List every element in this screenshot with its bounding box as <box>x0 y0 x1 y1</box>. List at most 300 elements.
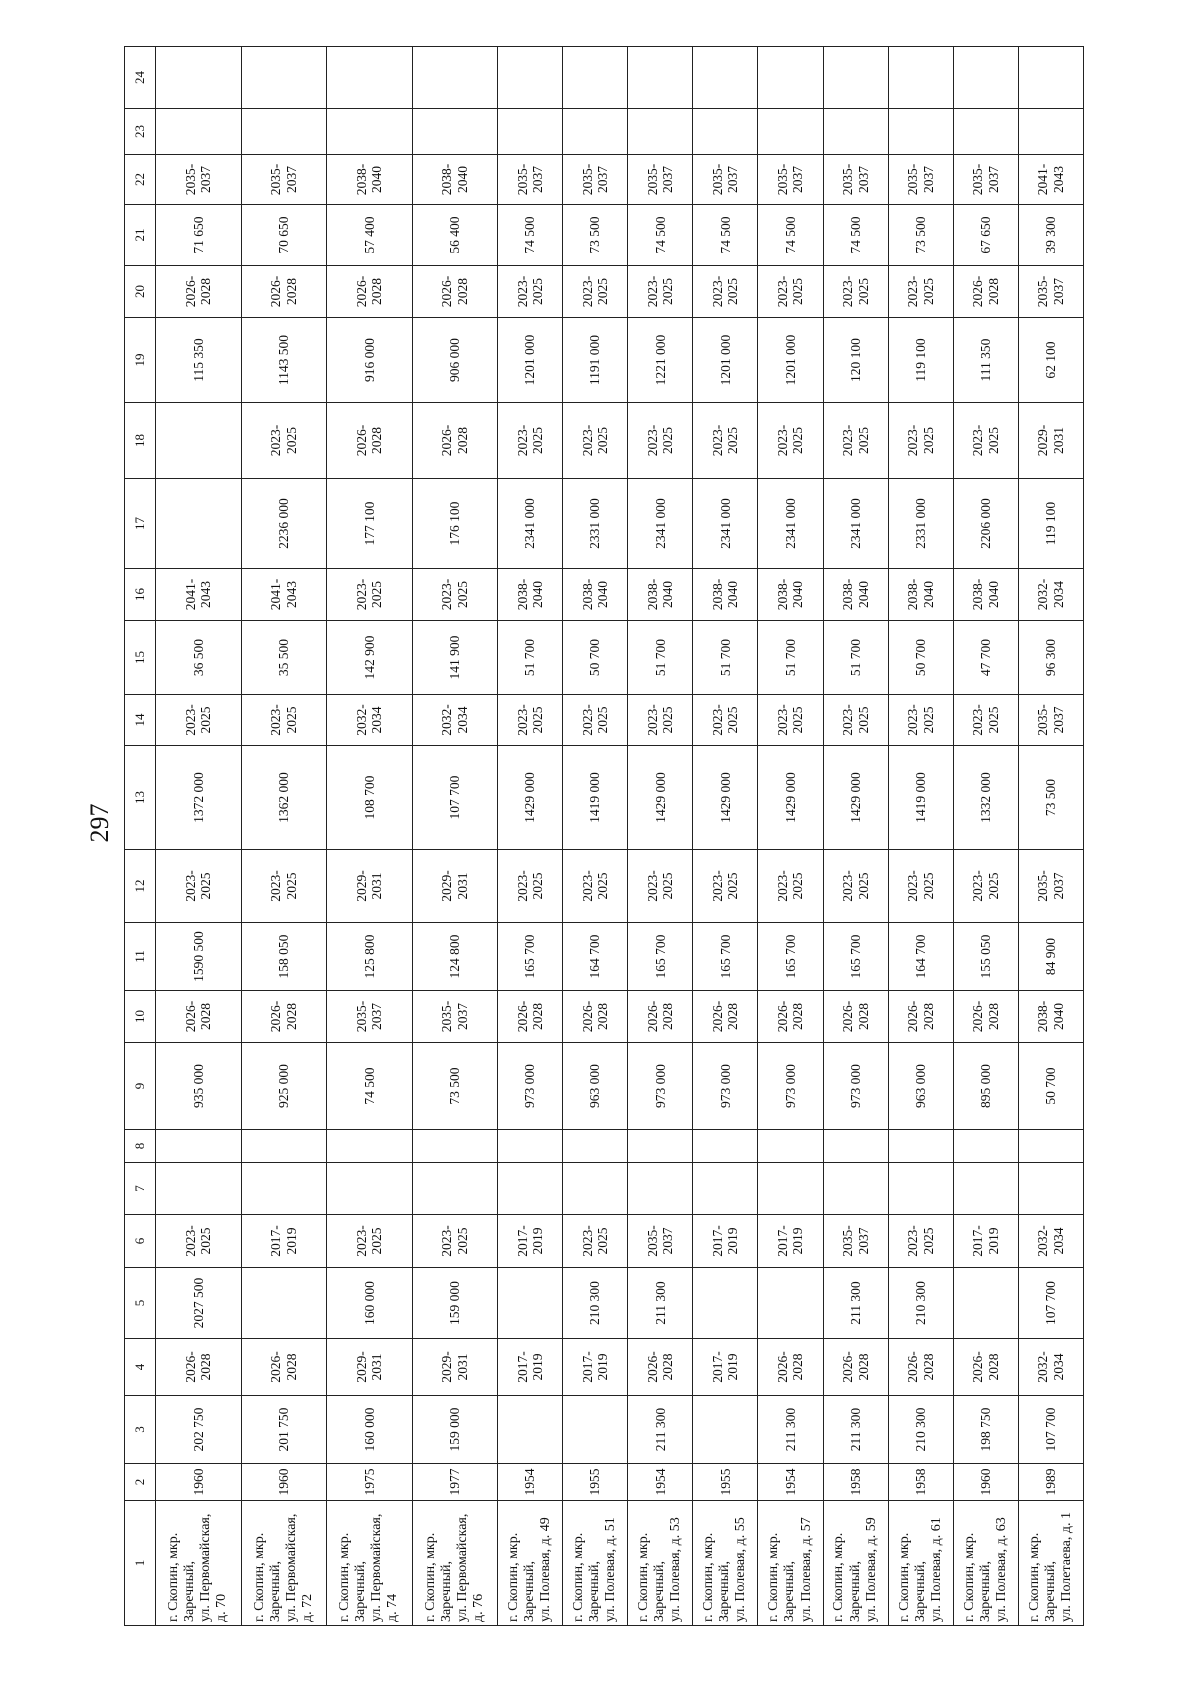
cell-c14 <box>758 695 823 746</box>
cell-c3 <box>563 1396 628 1464</box>
cell-line: г. Скопин, мкр. Заречный, <box>766 1532 798 1622</box>
cell-line: 2028 <box>920 1353 936 1381</box>
cell-c4 <box>823 1339 888 1396</box>
cell-c24 <box>498 47 563 109</box>
cell-line: 2025 <box>595 278 611 305</box>
cell-line: 2026- <box>970 275 986 308</box>
cell-line: 2025 <box>790 706 806 734</box>
cell-c13: 1429 000 <box>758 746 823 850</box>
cell-line: 2025 <box>855 872 871 900</box>
cell-c23 <box>1018 109 1083 155</box>
cell-line: г. Скопин, мкр. Заречный, <box>961 1532 993 1622</box>
cell-line: 2019 <box>530 1227 546 1255</box>
cell-line: г. Скопин, мкр. Заречный, <box>636 1532 668 1622</box>
table-row <box>953 47 1018 1626</box>
cell-c5: 211 300 <box>628 1268 693 1339</box>
cell-line: 2025 <box>790 872 806 900</box>
cell-c19: 1201 000 <box>498 318 563 403</box>
cell-year: 1975 <box>327 1464 413 1501</box>
cell-c23 <box>563 109 628 155</box>
cell-line: 2035- <box>840 1225 856 1257</box>
cell-c14 <box>563 695 628 746</box>
table-body <box>156 47 1084 1626</box>
cell-line: 2023- <box>182 870 198 902</box>
cell-c4 <box>888 1339 953 1396</box>
cell-line: 2026- <box>644 1000 660 1033</box>
cell-c14 <box>628 695 693 746</box>
column-number-16: 16 <box>125 569 156 621</box>
cell-c14 <box>156 695 242 746</box>
cell-line: 2035- <box>182 163 198 196</box>
cell-line: 2025 <box>985 872 1001 900</box>
cell-line: 2037 <box>1050 872 1066 900</box>
cell-c15: 96 300 <box>1018 621 1083 695</box>
cell-c12 <box>1018 850 1083 923</box>
cell-c18 <box>241 403 327 479</box>
cell-line: 2025 <box>725 706 741 734</box>
cell-line: 2023- <box>579 424 595 457</box>
cell-c6 <box>563 1215 628 1268</box>
cell-line: 2040 <box>790 581 806 608</box>
cell-line: 2037 <box>1050 278 1066 305</box>
cell-c5: 211 300 <box>823 1268 888 1339</box>
cell-c7 <box>498 1163 563 1215</box>
cell-c9: 74 500 <box>327 1043 413 1130</box>
cell-line: 2019 <box>725 1227 741 1255</box>
cell-c11: 165 700 <box>498 923 563 991</box>
cell-line: 2023- <box>709 704 725 736</box>
cell-c10 <box>1018 991 1083 1043</box>
cell-c24 <box>758 47 823 109</box>
cell-address <box>412 1501 498 1626</box>
cell-line: 2023- <box>709 424 725 457</box>
cell-c10 <box>241 991 327 1043</box>
cell-c24 <box>156 47 242 109</box>
cell-c17: 2236 000 <box>241 479 327 569</box>
cell-line: 2043 <box>283 581 299 608</box>
column-number-4: 4 <box>125 1339 156 1396</box>
cell-c13: 1419 000 <box>563 746 628 850</box>
cell-line: 2025 <box>725 427 741 454</box>
table-row <box>327 47 413 1626</box>
column-number-18: 18 <box>125 403 156 479</box>
cell-line: 2028 <box>454 278 470 305</box>
cell-c9: 925 000 <box>241 1043 327 1130</box>
cell-line: 2028 <box>790 1003 806 1030</box>
cell-c19: 906 000 <box>412 318 498 403</box>
cell-c8 <box>327 1130 413 1163</box>
cell-c5: 159 000 <box>412 1268 498 1339</box>
table-row <box>823 47 888 1626</box>
cell-c7 <box>241 1163 327 1215</box>
cell-line: 2025 <box>454 1227 470 1255</box>
cell-c19: 1143 500 <box>241 318 327 403</box>
cell-line: 2019 <box>283 1227 299 1255</box>
cell-c16 <box>241 569 327 621</box>
cell-c24 <box>241 47 327 109</box>
cell-c24 <box>327 47 413 109</box>
cell-line: 2026- <box>579 1000 595 1033</box>
cell-line: 2037 <box>454 1003 470 1030</box>
cell-c13: 1419 000 <box>888 746 953 850</box>
cell-c23 <box>156 109 242 155</box>
cell-c11: 164 700 <box>888 923 953 991</box>
cell-c8 <box>953 1130 1018 1163</box>
cell-line: 2038- <box>709 578 725 611</box>
cell-line: 2035- <box>774 163 790 196</box>
cell-c15: 50 700 <box>563 621 628 695</box>
cell-c20 <box>1018 266 1083 318</box>
cell-c21: 74 500 <box>628 205 693 266</box>
cell-c9: 963 000 <box>888 1043 953 1130</box>
cell-line: 2025 <box>530 706 546 734</box>
cell-c21: 70 650 <box>241 205 327 266</box>
cell-line: 2028 <box>660 1003 676 1030</box>
cell-c14 <box>888 695 953 746</box>
cell-line: 2034 <box>369 706 385 734</box>
cell-c6 <box>628 1215 693 1268</box>
cell-c7 <box>563 1163 628 1215</box>
cell-address <box>628 1501 693 1626</box>
cell-line: 2023- <box>268 870 284 902</box>
cell-c22 <box>888 155 953 205</box>
cell-line: 2025 <box>920 1227 936 1255</box>
cell-line: ул. Полетаева, д. 1 <box>1058 1512 1074 1622</box>
cell-c11: 165 700 <box>693 923 758 991</box>
cell-c12 <box>498 850 563 923</box>
cell-line: 2023- <box>905 870 921 902</box>
cell-line: 2029- <box>439 870 455 902</box>
cell-line: г. Скопин, мкр. Заречный, <box>337 1532 369 1622</box>
cell-c9: 935 000 <box>156 1043 242 1130</box>
cell-line: 2034 <box>1050 1227 1066 1255</box>
cell-line: 2023- <box>970 424 986 457</box>
cell-line: 2025 <box>198 1227 214 1255</box>
cell-c21: 74 500 <box>498 205 563 266</box>
cell-c12 <box>888 850 953 923</box>
cell-line: 2025 <box>790 427 806 454</box>
cell-c3: 159 000 <box>412 1396 498 1464</box>
cell-c19: 115 350 <box>156 318 242 403</box>
cell-address <box>1018 1501 1083 1626</box>
cell-c3: 210 300 <box>888 1396 953 1464</box>
cell-line: 2038- <box>970 578 986 611</box>
cell-c9: 73 500 <box>412 1043 498 1130</box>
cell-c8 <box>156 1130 242 1163</box>
cell-line: 2035- <box>514 163 530 196</box>
cell-line: 2035- <box>970 163 986 196</box>
cell-line: 2026- <box>774 1000 790 1033</box>
cell-line: 2023- <box>439 578 455 611</box>
cell-c10 <box>498 991 563 1043</box>
cell-c14 <box>693 695 758 746</box>
column-number-10: 10 <box>125 991 156 1043</box>
cell-line: 2019 <box>595 1353 611 1381</box>
cell-c18 <box>823 403 888 479</box>
cell-line: 2029- <box>353 1351 369 1383</box>
cell-address <box>953 1501 1018 1626</box>
cell-c14 <box>327 695 413 746</box>
cell-line: 2028 <box>369 427 385 454</box>
cell-c13: 1372 000 <box>156 746 242 850</box>
cell-c3 <box>498 1396 563 1464</box>
cell-c6 <box>693 1215 758 1268</box>
cell-c15: 51 700 <box>498 621 563 695</box>
cell-line: 2028 <box>283 278 299 305</box>
cell-line: 2023- <box>709 275 725 308</box>
cell-c21: 39 300 <box>1018 205 1083 266</box>
cell-line: 2028 <box>198 278 214 305</box>
cell-line: 2028 <box>283 1353 299 1381</box>
cell-line: г. Скопин, мкр. Заречный, <box>896 1532 928 1622</box>
cell-line: ул. Полевая, д. 53 <box>668 1517 684 1622</box>
cell-c23 <box>327 109 413 155</box>
cell-c23 <box>693 109 758 155</box>
cell-line: 2026- <box>268 1351 284 1383</box>
cell-c5: 210 300 <box>563 1268 628 1339</box>
cell-line: 2026- <box>905 1000 921 1033</box>
cell-c7 <box>758 1163 823 1215</box>
cell-line: 2029- <box>1035 424 1051 457</box>
cell-year: 1954 <box>758 1464 823 1501</box>
cell-c9: 895 000 <box>953 1043 1018 1130</box>
cell-line: 2029- <box>353 870 369 902</box>
cell-line: 2025 <box>920 278 936 305</box>
cell-line: 2023- <box>774 704 790 736</box>
cell-line: 2017- <box>579 1351 595 1383</box>
cell-c18 <box>563 403 628 479</box>
cell-line: 2025 <box>595 1227 611 1255</box>
cell-line: 2040 <box>660 581 676 608</box>
cell-line: 2035- <box>840 163 856 196</box>
cell-line: 2026- <box>840 1000 856 1033</box>
cell-c24 <box>953 47 1018 109</box>
cell-c12 <box>563 850 628 923</box>
cell-c12 <box>156 850 242 923</box>
cell-c3: 107 700 <box>1018 1396 1083 1464</box>
cell-line: 2026- <box>840 1351 856 1383</box>
cell-c7 <box>823 1163 888 1215</box>
cell-line: 2028 <box>595 1003 611 1030</box>
cell-line: 2023- <box>970 870 986 902</box>
cell-c12 <box>412 850 498 923</box>
cell-c4 <box>758 1339 823 1396</box>
cell-c17: 2331 000 <box>888 479 953 569</box>
cell-c12 <box>823 850 888 923</box>
cell-line: 2019 <box>985 1227 1001 1255</box>
cell-c23 <box>498 109 563 155</box>
cell-c19: 111 350 <box>953 318 1018 403</box>
cell-line: ул. Первомайская, д. 70 <box>198 1513 230 1622</box>
cell-c17: 176 100 <box>412 479 498 569</box>
cell-c18 <box>693 403 758 479</box>
table-row <box>156 47 242 1626</box>
cell-c3: 211 300 <box>628 1396 693 1464</box>
cell-c16 <box>412 569 498 621</box>
cell-c4 <box>156 1339 242 1396</box>
cell-c3: 201 750 <box>241 1396 327 1464</box>
cell-address <box>693 1501 758 1626</box>
cell-c22 <box>563 155 628 205</box>
cell-line: 2035- <box>439 1000 455 1033</box>
cell-c4 <box>953 1339 1018 1396</box>
cell-line: 2023- <box>514 424 530 457</box>
cell-c22 <box>953 155 1018 205</box>
cell-line: 2037 <box>790 166 806 193</box>
cell-c8 <box>498 1130 563 1163</box>
cell-line: 2028 <box>454 427 470 454</box>
cell-c21: 71 650 <box>156 205 242 266</box>
cell-c19: 1201 000 <box>758 318 823 403</box>
cell-c14 <box>823 695 888 746</box>
cell-line: г. Скопин, мкр. Заречный, <box>831 1532 863 1622</box>
cell-c15: 141 900 <box>412 621 498 695</box>
cell-line: 2028 <box>283 1003 299 1030</box>
table-row <box>888 47 953 1626</box>
cell-c20 <box>156 266 242 318</box>
cell-line: 2037 <box>920 166 936 193</box>
cell-line: 2028 <box>985 1353 1001 1381</box>
cell-line: 2025 <box>198 872 214 900</box>
cell-c21: 73 500 <box>888 205 953 266</box>
cell-line: 2034 <box>454 706 470 734</box>
cell-line: 2023- <box>353 578 369 611</box>
cell-c14 <box>498 695 563 746</box>
cell-line: 2028 <box>660 1353 676 1381</box>
column-number-8: 8 <box>125 1130 156 1163</box>
cell-line: 2031 <box>1050 427 1066 454</box>
cell-line: 2023- <box>439 1225 455 1257</box>
table-row <box>498 47 563 1626</box>
cell-c11: 165 700 <box>823 923 888 991</box>
cell-line: 2025 <box>530 427 546 454</box>
cell-line: 2035- <box>1035 704 1051 736</box>
cell-c8 <box>758 1130 823 1163</box>
cell-c10 <box>823 991 888 1043</box>
cell-line: 2026- <box>182 1351 198 1383</box>
cell-c12 <box>758 850 823 923</box>
cell-c18 <box>156 403 242 479</box>
cell-c11: 125 800 <box>327 923 413 991</box>
cell-c24 <box>823 47 888 109</box>
cell-c17: 2341 000 <box>693 479 758 569</box>
cell-line: 2037 <box>1050 706 1066 734</box>
cell-line: 2028 <box>920 1003 936 1030</box>
cell-c21: 74 500 <box>758 205 823 266</box>
cell-line: 2037 <box>660 1227 676 1255</box>
cell-c3: 198 750 <box>953 1396 1018 1464</box>
cell-year: 1958 <box>823 1464 888 1501</box>
cell-line: 2026- <box>709 1000 725 1033</box>
cell-line: 2037 <box>369 1003 385 1030</box>
column-number-19: 19 <box>125 318 156 403</box>
cell-line: 2035- <box>1035 870 1051 902</box>
cell-line: 2017- <box>514 1351 530 1383</box>
cell-c13: 73 500 <box>1018 746 1083 850</box>
cell-line: 2032- <box>1035 578 1051 611</box>
cell-c10 <box>628 991 693 1043</box>
cell-line: г. Скопин, мкр. Заречный, <box>422 1532 454 1622</box>
cell-c8 <box>693 1130 758 1163</box>
cell-line: 2017- <box>774 1225 790 1257</box>
cell-line: 2040 <box>454 166 470 193</box>
cell-c15: 50 700 <box>888 621 953 695</box>
cell-c20 <box>758 266 823 318</box>
cell-line: г. Скопин, мкр. Заречный, <box>1026 1532 1058 1622</box>
cell-c15: 142 900 <box>327 621 413 695</box>
cell-line: 2026- <box>644 1351 660 1383</box>
cell-line: 2031 <box>369 1353 385 1381</box>
cell-c5: 160 000 <box>327 1268 413 1339</box>
cell-line: 2025 <box>595 427 611 454</box>
cell-c8 <box>563 1130 628 1163</box>
cell-line: 2023- <box>644 275 660 308</box>
cell-line: 2038- <box>1035 1000 1051 1033</box>
cell-line: г. Скопин, мкр. Заречный, <box>166 1532 198 1622</box>
cell-c21: 67 650 <box>953 205 1018 266</box>
cell-c13: 108 700 <box>327 746 413 850</box>
cell-c21: 56 400 <box>412 205 498 266</box>
cell-line: г. Скопин, мкр. Заречный, <box>701 1532 733 1622</box>
cell-line: 2023- <box>774 870 790 902</box>
cell-c8 <box>1018 1130 1083 1163</box>
cell-c6 <box>241 1215 327 1268</box>
cell-line: 2025 <box>855 278 871 305</box>
rotated-table-frame <box>124 56 1084 1626</box>
cell-line: 2041- <box>182 578 198 611</box>
cell-c21: 74 500 <box>823 205 888 266</box>
cell-c10 <box>156 991 242 1043</box>
cell-c14 <box>953 695 1018 746</box>
table-row <box>758 47 823 1626</box>
cell-c17 <box>156 479 242 569</box>
cell-c6 <box>823 1215 888 1268</box>
cell-line: 2026- <box>774 1351 790 1383</box>
cell-c16 <box>563 569 628 621</box>
cell-line: ул. Полевая, д. 49 <box>538 1517 554 1622</box>
cell-c4 <box>241 1339 327 1396</box>
cell-line: 2025 <box>985 706 1001 734</box>
cell-c18 <box>953 403 1018 479</box>
cell-c7 <box>953 1163 1018 1215</box>
cell-c23 <box>953 109 1018 155</box>
cell-c16 <box>498 569 563 621</box>
cell-year: 1960 <box>241 1464 327 1501</box>
cell-line: 2035- <box>268 163 284 196</box>
cell-line: 2035- <box>353 1000 369 1033</box>
column-number-11: 11 <box>125 923 156 991</box>
cell-line: 2035- <box>905 163 921 196</box>
cell-c17: 2341 000 <box>628 479 693 569</box>
cell-line: 2041- <box>268 578 284 611</box>
cell-year: 1954 <box>628 1464 693 1501</box>
cell-c19: 1191 000 <box>563 318 628 403</box>
cell-line: 2032- <box>353 704 369 736</box>
cell-line: 2019 <box>530 1353 546 1381</box>
cell-c15: 35 500 <box>241 621 327 695</box>
cell-line: 2032- <box>1035 1351 1051 1383</box>
cell-address <box>888 1501 953 1626</box>
cell-line: 2026- <box>439 424 455 457</box>
cell-line: 2035- <box>644 163 660 196</box>
cell-line: 2037 <box>283 166 299 193</box>
cell-line: 2026- <box>970 1000 986 1033</box>
cell-c6 <box>156 1215 242 1268</box>
cell-year: 1960 <box>156 1464 242 1501</box>
cell-c24 <box>888 47 953 109</box>
cell-c12 <box>628 850 693 923</box>
cell-c17: 2341 000 <box>758 479 823 569</box>
